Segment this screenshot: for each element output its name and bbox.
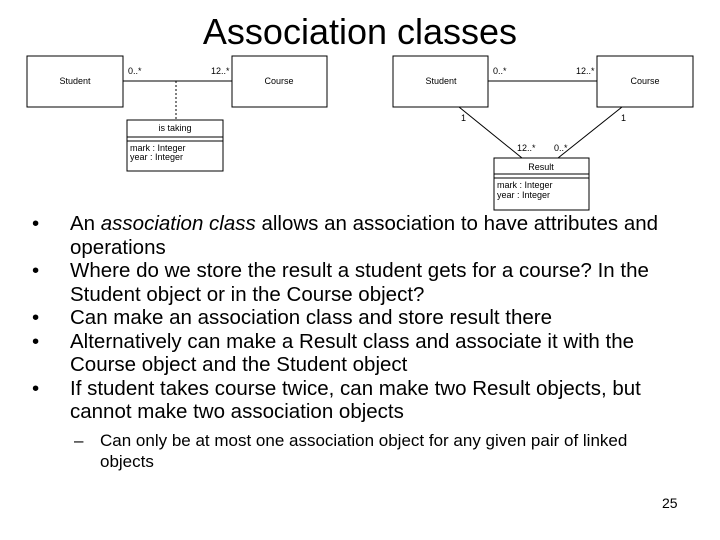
sub-bullet-text: Can only be at most one association object for any given pair of linked objects	[100, 430, 628, 471]
bullet-marker: •	[32, 329, 40, 353]
right-mult-student-end: 0..*	[493, 66, 507, 76]
left-mult-student-end: 0..*	[128, 66, 142, 76]
left-assoc-attr-year: year : Integer	[130, 152, 184, 162]
uml-diagrams	[0, 0, 720, 215]
right-result-class-name: Result	[528, 162, 554, 172]
sub-bullet-marker: –	[74, 430, 84, 450]
bullet-item	[24, 212, 684, 259]
right-mult-result-from-course: 0..*	[554, 143, 568, 153]
bullet-text: Where do we store the result a student gets for a course? In the Student object or in the Course object?	[70, 259, 649, 306]
left-student-class-name: Student	[59, 76, 91, 86]
right-student-class-name: Student	[425, 76, 457, 86]
slide-title: Association classes	[202, 11, 518, 52]
bullet-item	[24, 377, 684, 424]
bullet-text-emphasis: association class	[100, 212, 256, 235]
right-student-result-link	[459, 107, 522, 158]
bullet-item	[24, 330, 684, 377]
right-mult-student-top: 1	[461, 113, 467, 123]
right-course-class-name: Course	[630, 76, 660, 86]
bullet-list	[24, 212, 684, 472]
right-mult-course-top: 1	[621, 113, 627, 123]
sub-bullet-item	[24, 430, 684, 472]
bullet-text: Alternatively can make a Result class and associate it with the Course object and the Student object	[70, 329, 635, 376]
page-number: 25	[662, 495, 678, 511]
bullet-text-post: allows an association to have attributes and operations	[70, 212, 659, 259]
bullet-item	[24, 306, 684, 330]
bullet-marker: •	[32, 376, 40, 400]
left-assoc-class-name: is taking	[158, 123, 192, 133]
right-course-result-link	[558, 107, 622, 158]
bullet-marker: •	[32, 212, 40, 235]
bullet-text-pre: An	[70, 212, 101, 235]
bullet-item	[24, 259, 684, 306]
bullet-marker: •	[32, 306, 40, 329]
left-mult-course-end: 12..*	[211, 66, 230, 76]
bullet-marker: •	[32, 259, 40, 282]
left-assoc-attr-mark: mark : Integer	[130, 143, 186, 153]
right-mult-course-end: 12..*	[576, 66, 595, 76]
right-mult-result-from-student: 12..*	[517, 143, 536, 153]
right-result-attr-mark: mark : Integer	[497, 180, 553, 190]
left-course-class-name: Course	[264, 76, 294, 86]
bullet-text: If student takes course twice, can make two Result objects, but cannot make two association objects	[70, 376, 641, 423]
bullet-text: Can make an association class and store result there	[70, 306, 553, 329]
right-result-attr-year: year : Integer	[497, 190, 551, 200]
